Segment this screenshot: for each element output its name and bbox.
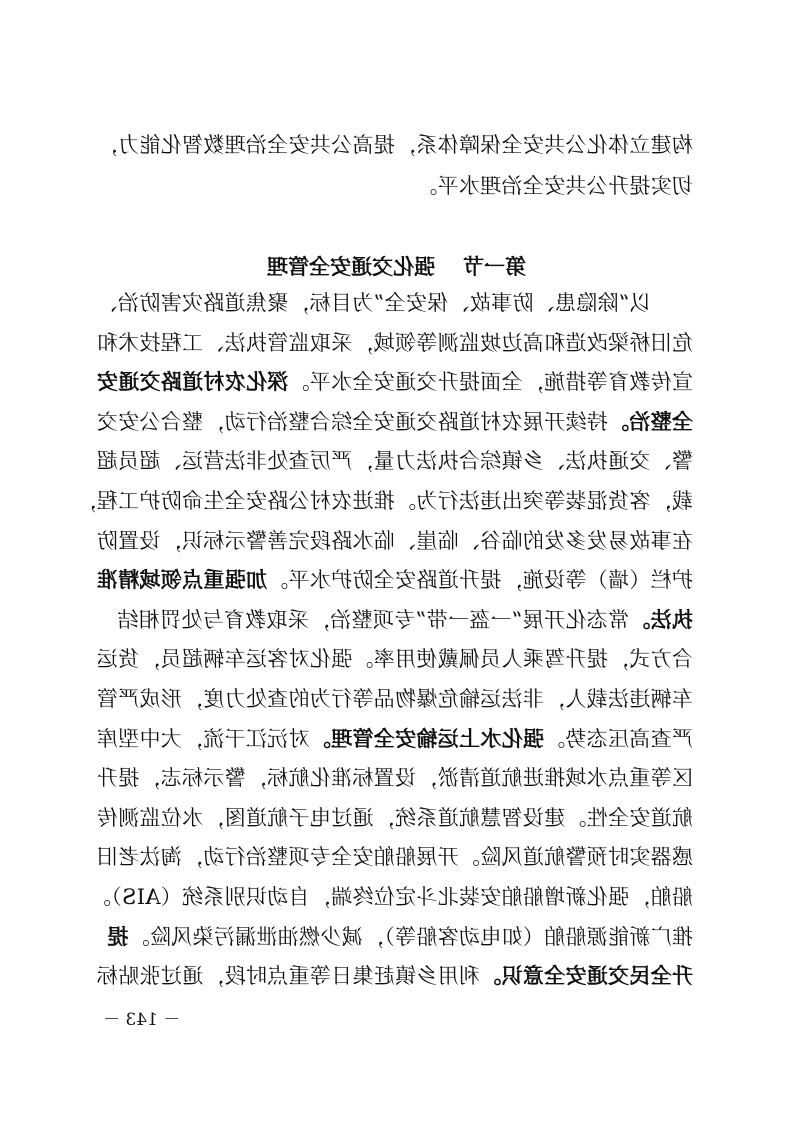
text-run: 对沅江干流，大中型库: [96, 726, 310, 751]
body-line: [93, 761, 693, 795]
body-line: [75, 484, 693, 518]
body-line: [93, 326, 693, 360]
section-heading: [0, 250, 793, 284]
body-line: [51, 286, 651, 320]
body-line: [93, 563, 693, 597]
bold-run: 深化农村道路交通安: [96, 370, 289, 395]
text-run: 船舶，强化新增船舶安装北斗定位终端，自动识别系统（AIS）。: [89, 885, 693, 909]
text-run: 常态化开展“一盔一带”专项整治，采取教育与处罚相结: [117, 607, 630, 632]
text-run: 载，客货混装等突出违法行为。推进农村公路安全生命防护工程，: [75, 489, 693, 513]
body-line: [93, 682, 693, 716]
intro-line-1: 构建立体化公共安全保障体系，提高公共安全治理数智化能力，: [96, 133, 693, 157]
text-run: 危旧桥梁改造和高边坡监测等领域，采取监管执法、工程技术和: [96, 330, 693, 355]
bold-run: 全整治。: [607, 409, 693, 434]
body-line: [93, 920, 693, 954]
text-run: 警、交通执法、乡镇综合执法力量，严厉查处非法营运、超员超: [96, 449, 693, 474]
body-line: [93, 444, 693, 478]
text-run: 推广新能源船舶（如电动客船等），减少燃油泄漏污染风险。: [128, 924, 693, 949]
section-title: 强化交通安全管理: [267, 255, 435, 279]
body-line: [93, 524, 693, 558]
text-run: 航道安全性。建设智慧航道系统，通过电子航道图，水位监测传: [96, 805, 693, 830]
body-line: [93, 959, 693, 993]
text-run: 合方式，提升驾乘人员佩戴使用率。强化对客运车辆超员，货运: [96, 647, 693, 672]
text-run: 在事故易发多发的临谷、临崖、临水路段完善警示标识，设置防: [96, 528, 693, 553]
body-line: [93, 642, 693, 676]
body-line: [93, 722, 693, 756]
body-line: [93, 603, 693, 637]
text-run: 感器实时预警航道风险。开展船舶安全专项整治行动，淘汰老旧: [96, 845, 693, 870]
text-run: 护栏（墙）等设施，提升道路安全防护水平。: [267, 568, 693, 593]
text-run: 车辆违法载人，非法运输危爆物品等行为的查处力度，形成严管: [96, 687, 693, 711]
text-run: 持续开展农村道路交通安全综合整治行动，整合公安交: [96, 409, 608, 434]
body-line: [93, 365, 693, 399]
text-run: 利用乡镇赶集日等重点时段，通过张贴标: [96, 964, 480, 989]
bold-run: 执法。: [629, 607, 693, 632]
body-line: [89, 880, 693, 914]
body-line: [93, 801, 693, 835]
body-line: [93, 840, 693, 874]
bold-run: 强化水上运输安全管理。: [309, 726, 544, 751]
text-run: 宣传教育等措施，全面提升交通安全水平。: [288, 370, 693, 395]
body-line: [93, 405, 693, 439]
text-run: 以“除隐患、防事故、保安全”为目标，聚焦道路灾害防治、: [96, 291, 651, 315]
section-number: 第一节: [463, 255, 526, 279]
text-run: 区等重点水域推进航道清淤，设置标准化航标，警示标志，提升: [96, 766, 693, 791]
text-run: 严查高压态势。: [543, 726, 693, 751]
intro-line-2: 切实提升公共安全治理水平。: [416, 174, 693, 198]
bold-run: 提: [107, 924, 129, 949]
page-number: － 143 －: [103, 1010, 181, 1030]
bold-run: 升全民交通安全意识。: [480, 964, 693, 989]
bold-run: 加强重点领域精准: [96, 568, 267, 593]
